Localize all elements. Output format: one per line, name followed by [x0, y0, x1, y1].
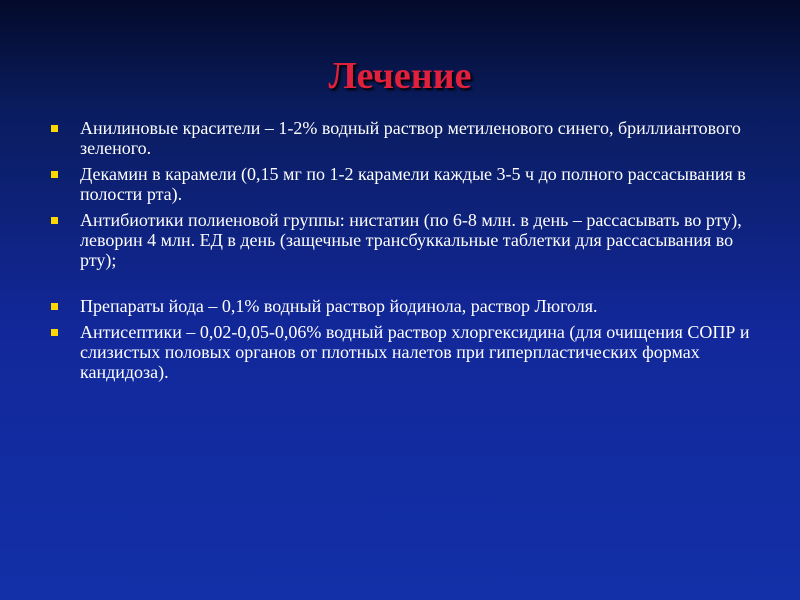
list-item — [48, 210, 768, 270]
square-bullet-icon — [51, 217, 58, 224]
square-bullet-icon — [51, 125, 58, 132]
bullet-text: Декамин в карамели (0,15 мг по 1-2 карамели каждые 3-5 ч до полного рассасывания в полости рта). — [80, 164, 746, 204]
square-bullet-icon — [51, 329, 58, 336]
square-bullet-icon — [51, 303, 58, 310]
square-bullet-icon — [51, 171, 58, 178]
bullet-text: Антисептики – 0,02-0,05-0,06% водный раствор хлоргексидина (для очищения СОПР и слизистых половых органов от плотных налетов при гиперпластических формах кандидоза). — [80, 322, 750, 382]
bullet-list — [48, 118, 768, 388]
bullet-text: Препараты йода – 0,1% водный раствор йодинола, раствор Люголя. — [80, 296, 598, 316]
list-item — [48, 164, 768, 204]
bullet-text: Антибиотики полиеновой группы: нистатин (по 6-8 млн. в день – рассасывать во рту), леворин 4 млн. ЕД в день (защечные трансбуккальные таблетки для рассасывания во рту); — [80, 210, 742, 270]
list-item — [48, 296, 768, 316]
slide-title: Лечение — [328, 55, 472, 97]
list-item — [48, 118, 768, 158]
list-item — [48, 322, 768, 382]
bullet-text: Анилиновые красители – 1-2% водный раствор метиленового синего, бриллиантового зеленого. — [80, 118, 741, 158]
